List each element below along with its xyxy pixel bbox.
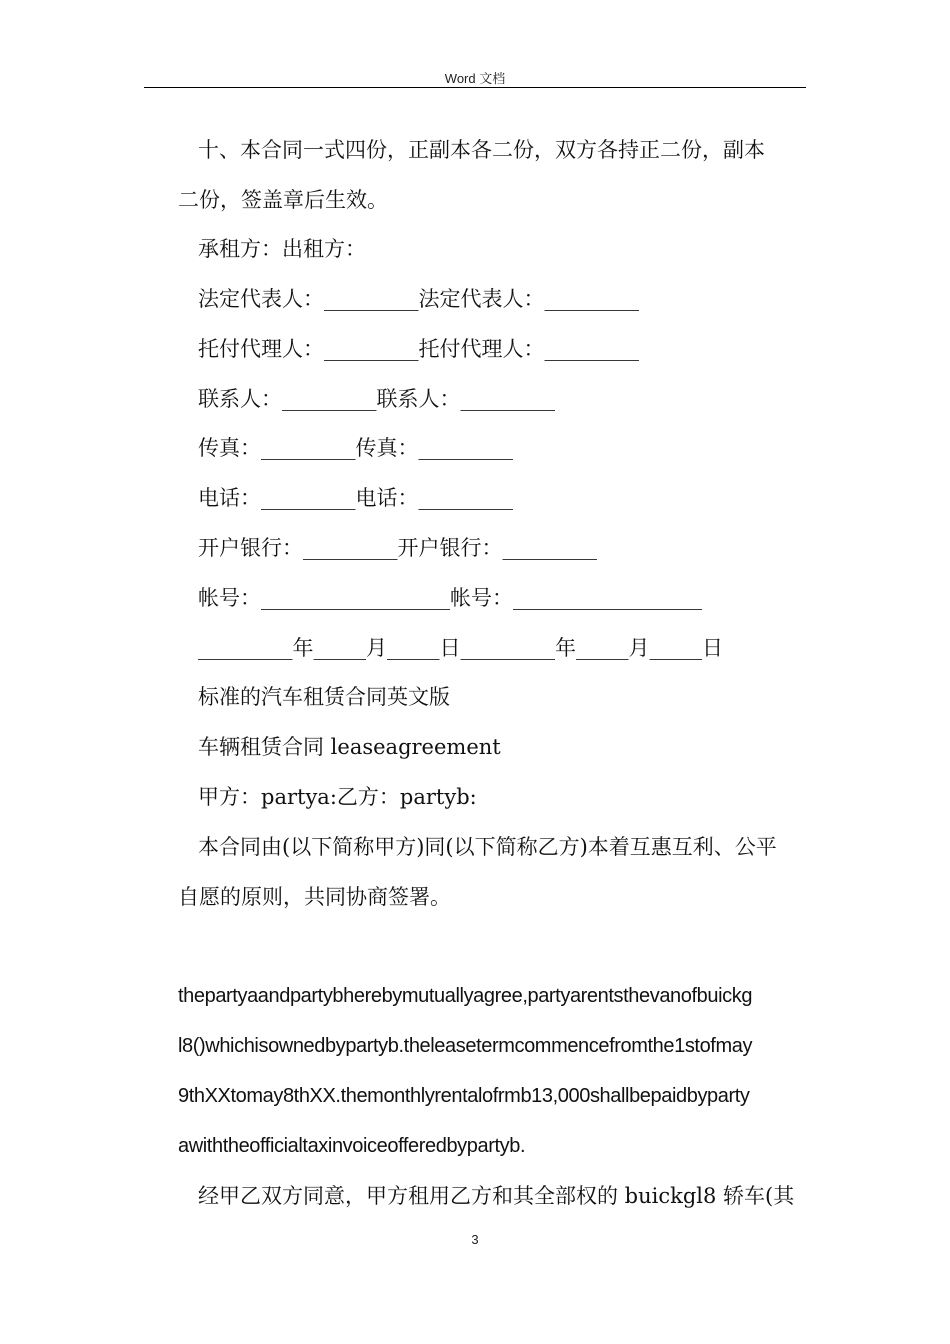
english-paragraph-line-1: thepartyaandpartybherebymutuallyagree,partyarentsthevanofbuickg [178, 985, 753, 1007]
lease-agreement-title: 车辆租赁合同 leaseagreement [198, 735, 501, 759]
clause-ten-line-1: 十、本合同一式四份，正副本各二份，双方各持正二份，副本 [198, 138, 765, 162]
preamble-line-1: 本合同由(以下简称甲方)同(以下简称乙方)本着互惠互利、公平 [198, 835, 777, 859]
agent-line: 托付代理人：_________托付代理人：_________ [198, 337, 639, 361]
bank-line: 开户银行：_________开户银行：_________ [198, 536, 597, 560]
english-version-title: 标准的汽车租赁合同英文版 [198, 685, 450, 709]
english-paragraph-line-2: l8()whichisownedbypartyb.theleasetermcommencefromthe1stofmay [178, 1035, 753, 1057]
account-line: 帐号：__________________帐号：__________________ [198, 586, 702, 610]
sign-parties-line: 承租方：出租方： [198, 237, 366, 261]
parties-line: 甲方：partya:乙方：partyb: [198, 785, 477, 809]
clause-ten-line-2: 二份，签盖章后生效。 [178, 188, 388, 212]
preamble-line-2: 自愿的原则，共同协商签署。 [178, 885, 451, 909]
phone-line: 电话：_________电话：_________ [198, 486, 513, 510]
header-divider [144, 87, 806, 88]
page-number: 3 [471, 1232, 479, 1247]
page-header: Word 文档 [444, 71, 506, 86]
date-line: _________年_____月_____日_________年_____月_____日 [198, 636, 723, 660]
english-paragraph-line-3: 9thXXtomay8thXX.themonthlyrentalofrmb13,000shallbepaidbyparty [178, 1085, 750, 1107]
agreement-clause-line-1: 经甲乙双方同意，甲方租用乙方和其全部权的 buickgl8 轿车(其 [198, 1184, 795, 1208]
legal-representative-line: 法定代表人：_________法定代表人：_________ [198, 287, 639, 311]
fax-line: 传真：_________传真：_________ [198, 436, 513, 460]
english-paragraph-line-4: awiththeofficialtaxinvoiceofferedbypartyb. [178, 1135, 526, 1157]
contact-line: 联系人：_________联系人：_________ [198, 387, 555, 411]
